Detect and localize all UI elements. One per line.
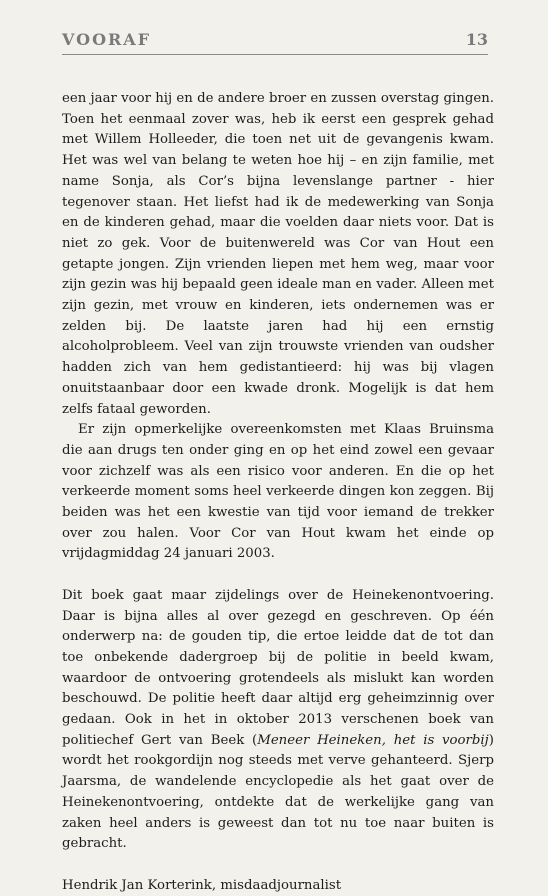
paragraph-continuation: een jaar voor hij en de andere broer en zussen overstag gingen. Toen het eenmaal zover was, heb ik eerst een gesprek gehad met Willem Holleeder, die toen net uit de gevangenis kwam. Het was wel van belang te weten hoe hij – en zijn familie, met name Sonja, als Cor’s bijna levenslange partner - hier tegenover staan. Het liefst had ik de medewerking van Sonja en de kinderen gehad, maar die voelden daar niets voor. Dat is niet zo gek. Voor de buitenwereld was Cor van Hout een getapte jongen. Zijn vrienden liepen met hem weg, maar voor zijn gezin was hij bepaald geen ideale man en vader. Alleen met zijn gezin, met vrouw en kinderen, iets ondernemen was er zelden bij. De laatste jaren had hij een ernstig alcoholprobleem. Veel van zijn trouwste vrienden van oudsher hadden zich van hem gedistantieerd: hij was bij vlagen onuitstaanbaar door een kwade dronk. Mogelijk is dat hem zelfs fataal geworden. — [62, 91, 494, 417]
paragraph-heinekenontvoering — [62, 586, 494, 855]
page-number: 13 — [465, 30, 488, 49]
paragraph-text-part: ) wordt het rookgordijn nog steeds met verve gehanteerd. Sjerp Jaarsma, de wandelende encyclopedie als het gaat over de Heinekenontvoering, ontdekte dat de werkelijke gang van zaken heel anders is geweest dan tot nu toe naar buiten is gebracht. — [62, 732, 494, 852]
book-title-italic: Meneer Heineken, het is voorbij — [257, 732, 489, 748]
paragraph-spacer — [62, 565, 494, 586]
paragraph-bruinsma: Er zijn opmerkelijke overeenkomsten met Klaas Bruinsma die aan drugs ten onder ging en op het eind zowel een gevaar voor zichzelf was als een risico voor anderen. En die op het verkeerde moment soms heel verkeerde dingen kon zeggen. Bij beiden was het een kwestie van tijd voor iemand de trekker over zou halen. Voor Cor van Hout kwam het einde op vrijdagmiddag 24 januari 2003. — [62, 422, 494, 562]
running-header-title: VOORAF — [62, 30, 152, 49]
header-rule — [62, 54, 488, 55]
author-signature: Hendrik Jan Korterink, misdaadjournalist — [62, 877, 342, 893]
paragraph-spacer — [62, 855, 494, 876]
paragraph-text-part: Dit boek gaat maar zijdelings over de Heinekenontvoering. Daar is bijna alles al over gezegd en geschreven. Op één onderwerp na: de gouden tip, die ertoe leidde dat de tot dan toe onbekende dadergroep bij de politie in beeld kwam, waardoor de ontvoering grotendeels als mislukt kan worden beschouwd. De politie heeft daar altijd erg geheimzinnig over gedaan. Ook in het in oktober 2013 verschenen boek van politiechef Gert van Beek ( — [62, 587, 494, 748]
page-header — [62, 30, 488, 60]
page-body — [62, 89, 494, 896]
